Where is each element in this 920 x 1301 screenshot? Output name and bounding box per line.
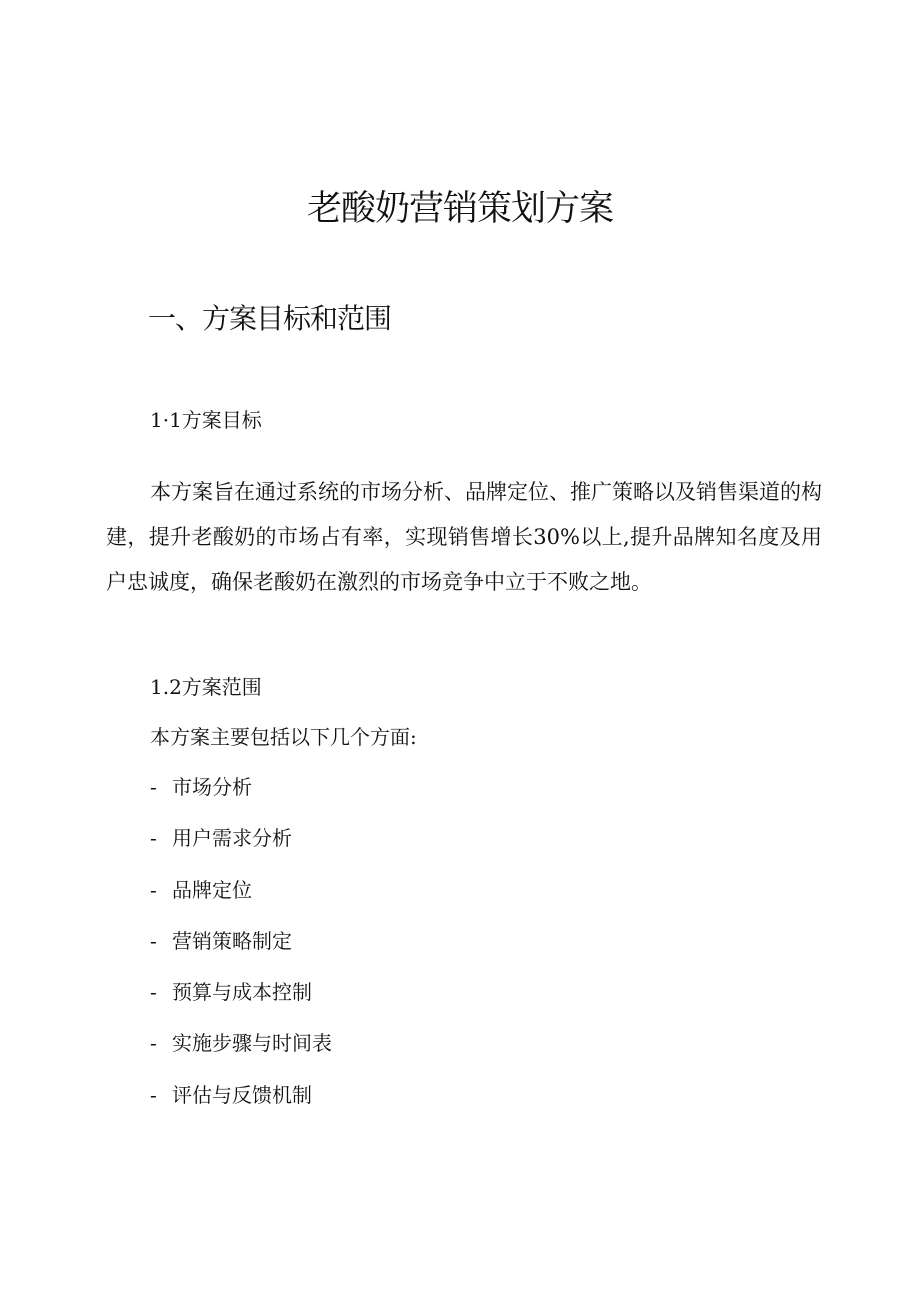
list-bullet: - xyxy=(150,775,157,799)
list-bullet: - xyxy=(150,928,157,953)
subheading-goals: 1·1方案目标 xyxy=(150,408,262,432)
list-item xyxy=(150,823,332,874)
list-item xyxy=(150,926,332,977)
document-title: 老酸奶营销策划方案 xyxy=(306,189,613,229)
list-item xyxy=(150,977,332,1028)
list-item xyxy=(150,1080,332,1131)
list-item-text: 营销策略制定 xyxy=(172,928,292,953)
subheading-scope: 1.2方案范围 xyxy=(150,675,262,699)
list-item-text: 预算与成本控制 xyxy=(172,980,312,1005)
list-item xyxy=(150,772,332,823)
list-item-text: 品牌定位 xyxy=(172,877,252,902)
list-bullet: - xyxy=(150,1082,157,1107)
list-item-text: 实施步骤与时间表 xyxy=(172,1031,332,1056)
list-bullet: - xyxy=(150,826,157,851)
list-item xyxy=(150,1028,332,1079)
list-bullet: - xyxy=(150,877,157,902)
goals-paragraph: 本方案旨在通过系统的市场分析、品牌定位、推广策略以及销售渠道的构建，提升老酸奶的市场占有率，实现销售增长30%以上,提升品牌知名度及用户忠诚度，确保老酸奶在激烈的市场竞争中立于不败之地。 xyxy=(106,480,822,594)
list-item-text: 用户需求分析 xyxy=(172,826,292,851)
list-item xyxy=(150,875,332,926)
list-item-text: 市场分析 xyxy=(172,775,252,799)
scope-intro: 本方案主要包括以下几个方面: xyxy=(150,725,417,749)
scope-list xyxy=(150,772,332,1131)
list-bullet: - xyxy=(150,1031,157,1056)
section-heading-goals-scope: 一、方案目标和范围 xyxy=(148,302,392,335)
list-item-text: 评估与反馈机制 xyxy=(172,1082,312,1107)
list-bullet: - xyxy=(150,980,157,1005)
